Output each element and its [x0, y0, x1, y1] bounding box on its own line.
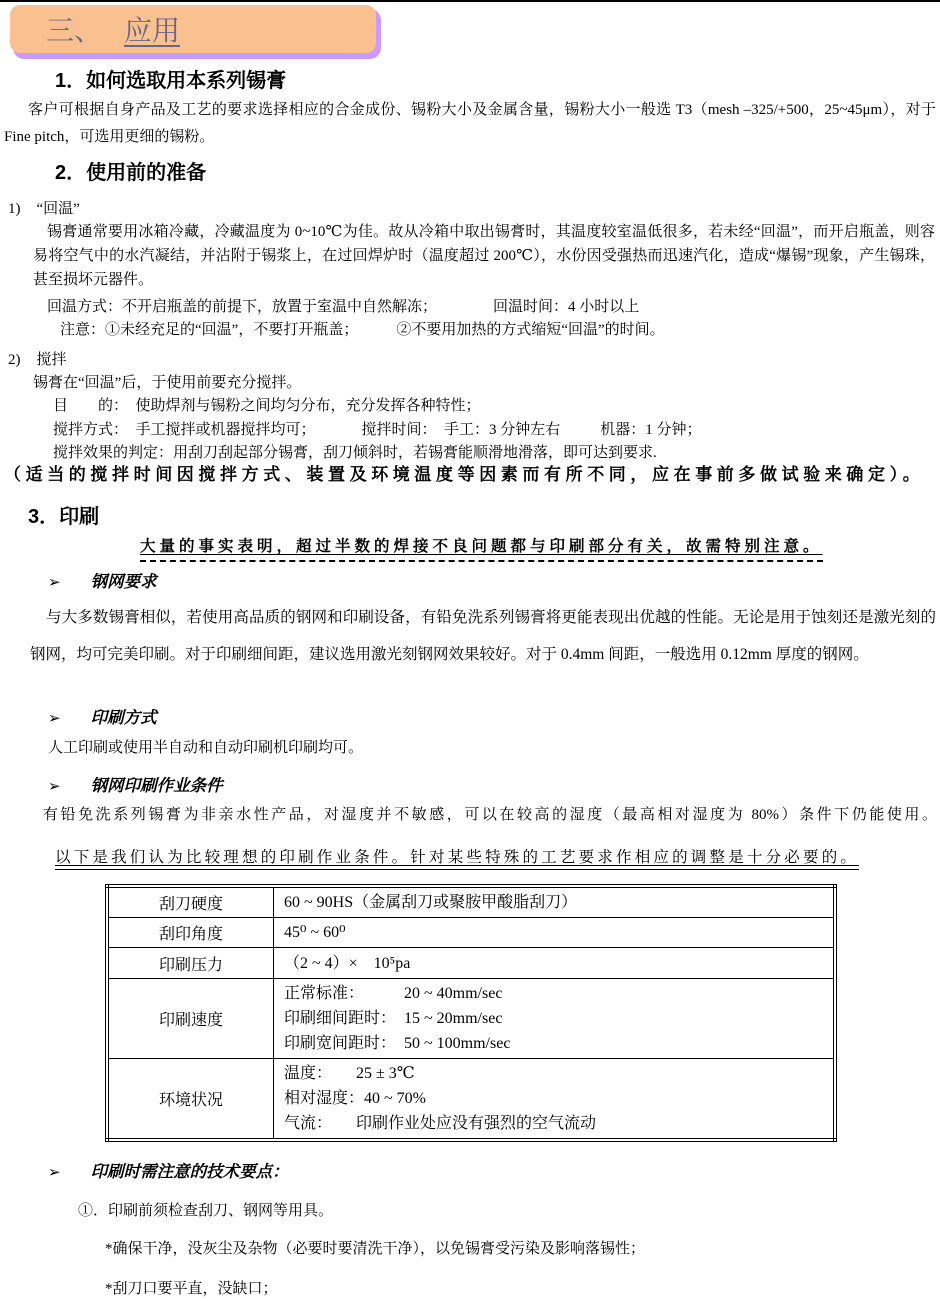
table-cell-value: [274, 948, 836, 979]
table-row: [107, 1059, 835, 1141]
section-banner: [10, 5, 376, 53]
bullet-printing-method: [48, 704, 157, 728]
table-cell-value: [274, 886, 836, 918]
heading-preparation: 2．使用前的准备: [55, 162, 207, 184]
heading-printing: 3．印刷: [28, 506, 100, 528]
table-cell-label: 印刷压力: [107, 948, 274, 979]
table-cell-label: 刮印角度: [107, 918, 274, 948]
stir-purpose: 目 的： 使助焊剂与锡粉之间均匀分布，充分发挥各种特性；: [53, 398, 481, 414]
stir-method-line: [53, 419, 702, 442]
table-cell-line: 45⁰ ~ 60⁰: [284, 924, 346, 941]
table-cell-value: [274, 1059, 836, 1141]
list-number: 2): [8, 352, 21, 368]
rewarm-method: 回温方式：不开启瓶盖的前提下，放置于室温中自然解冻；: [47, 299, 438, 315]
rewarm-paragraph: 锡膏通常要用冰箱冷藏，冷藏温度为 0~10℃为佳。故从冷箱中取出锡膏时，其温度较室温低很多，若未经“回温”，而开启瓶盖，则容易将空气中的水汽凝结，并沾附于锡浆上，在过回焊炉时（温度超过 200℃），水份因受强热而迅速汽化，造成“爆锡”现象，产生锡珠，甚至损坏元器件。: [33, 224, 935, 288]
banner-title: 应用: [124, 16, 181, 47]
stir-item-heading: [8, 349, 67, 372]
bullet-printing-tips: [48, 1158, 289, 1182]
rewarm-title: “回温”: [36, 201, 80, 217]
table-cell-line: 相对湿度：40 ~ 70%: [284, 1090, 426, 1107]
table-cell-line: 温度： 25 ± 3℃: [284, 1065, 415, 1082]
rewarm-method-line: [47, 296, 639, 319]
rewarm-note-line: [60, 319, 665, 342]
table-cell-label: 印刷速度: [107, 979, 274, 1059]
bullet-title: 钢网要求: [90, 573, 157, 591]
tip-item-1: ①．印刷前须检查刮刀、钢网等用具。: [78, 1203, 334, 1219]
table-row: [107, 886, 835, 918]
stir-machine-time: 机器：1 分钟；: [600, 422, 702, 438]
bullet-stencil-requirements: [48, 568, 157, 592]
stir-judge: 搅拌效果的判定：用刮刀刮起部分锡膏，刮刀倾斜时，若锡膏能顺滑地滑落，即可达到要求.: [53, 445, 657, 461]
para-select-paste: 客户可根据自身产品及工艺的要求选择相应的合金成份、锡粉大小及金属含量，锡粉大小一般选 T3（mesh –325/+500，25~45μm），对于 Fine pitch，可选用更细的锡粉。: [4, 102, 936, 145]
table-row: [107, 979, 835, 1059]
table-cell-line: 印刷细间距时： 15 ~ 20mm/sec: [284, 1010, 503, 1027]
table-cell-value: [274, 979, 836, 1059]
table-cell-label: 刮刀硬度: [107, 886, 274, 918]
table-cell-line: 正常标准： 20 ~ 40mm/sec: [284, 985, 503, 1002]
stir-intro: 锡膏在“回温”后，于使用前要充分搅拌。: [33, 375, 302, 391]
printing-notice: 大量的事实表明，超过半数的焊接不良问题都与印刷部分有关，故需特别注意。: [140, 534, 823, 562]
table-cell-line: （2 ~ 4）× 10⁵pa: [284, 954, 411, 972]
table-cell-line: 60 ~ 90HS（金属刮刀或聚胺甲酸脂刮刀）: [284, 894, 578, 911]
banner-prefix: 三、: [46, 16, 103, 47]
table-cell-line: 印刷宽间距时： 50 ~ 100mm/sec: [284, 1035, 511, 1052]
table-row: [107, 918, 835, 948]
stir-method: 搅拌方式： 手工搅拌或机器搅拌均可；: [53, 422, 316, 438]
printing-method-paragraph: 人工印刷或使用半自动和自动印刷机印刷均可。: [48, 740, 364, 756]
bullet-title: 印刷方式: [90, 709, 157, 727]
rewarm-item-heading: [8, 198, 80, 221]
rewarm-note-1: 注意：①未经充足的“回温”，不要打开瓶盖；: [60, 322, 359, 338]
arrow-bullet-icon: ➢: [48, 573, 61, 591]
rewarm-time: 回温时间：4 小时以上: [493, 299, 640, 315]
arrow-bullet-icon: ➢: [48, 777, 61, 795]
bullet-title: 钢网印刷作业条件: [90, 777, 223, 795]
table-cell-label: 环境状况: [107, 1059, 274, 1141]
table-cell-value: [274, 918, 836, 948]
stir-bold-note: （适当的搅拌时间因搅拌方式、装置及环境温度等因素而有所不同，应在事前多做试验来确定）。: [4, 465, 925, 484]
stir-title: 搅拌: [36, 352, 67, 368]
list-number: 1): [8, 201, 21, 217]
print-conditions-table: [105, 884, 837, 1142]
arrow-bullet-icon: ➢: [48, 1163, 61, 1181]
rewarm-note-2: ②不要用加热的方式缩短“回温”的时间。: [396, 322, 665, 338]
printing-conditions-paragraph: 有铅免洗系列锡膏为非亲水性产品，对湿度并不敏感，可以在较高的湿度（最高相对湿度为 80%）条件下仍能使用。: [43, 807, 937, 823]
printing-notice-wrap: [140, 534, 823, 562]
table-cell-line: 气流： 印刷作业处应没有强烈的空气流动: [284, 1115, 597, 1132]
page-top-rule: [0, 0, 940, 2]
bullet-printing-conditions: [48, 772, 223, 796]
heading-select-paste: 1．如何选取用本系列锡膏: [55, 70, 287, 92]
table-row: [107, 948, 835, 979]
tip-sub-2: *刮刀口要平直，没缺口；: [105, 1281, 278, 1297]
stencil-requirements-paragraph: 与大多数锡膏相似，若使用高品质的钢网和印刷设备，有铅免洗系列锡膏将更能表现出优越的性能。无论是用于蚀刻还是激光刻的钢网，均可完美印刷。对于印刷细间距，建议选用激光刻钢网效果较好。对于 0.4mm 间距，一般选用 0.12mm 厚度的钢网。: [30, 609, 936, 663]
table-intro: 以下是我们认为比较理想的印刷作业条件。针对某些特殊的工艺要求作相应的调整是十分必要的。: [55, 845, 859, 870]
arrow-bullet-icon: ➢: [48, 709, 61, 727]
tip-sub-1: *确保干净，没灰尘及杂物（必要时要清洗干净），以免锡膏受污染及影响落锡性；: [105, 1241, 646, 1257]
stir-time: 搅拌时间： 手工：3 分钟左右: [361, 422, 561, 438]
bullet-title: 印刷时需注意的技术要点：: [90, 1163, 289, 1181]
